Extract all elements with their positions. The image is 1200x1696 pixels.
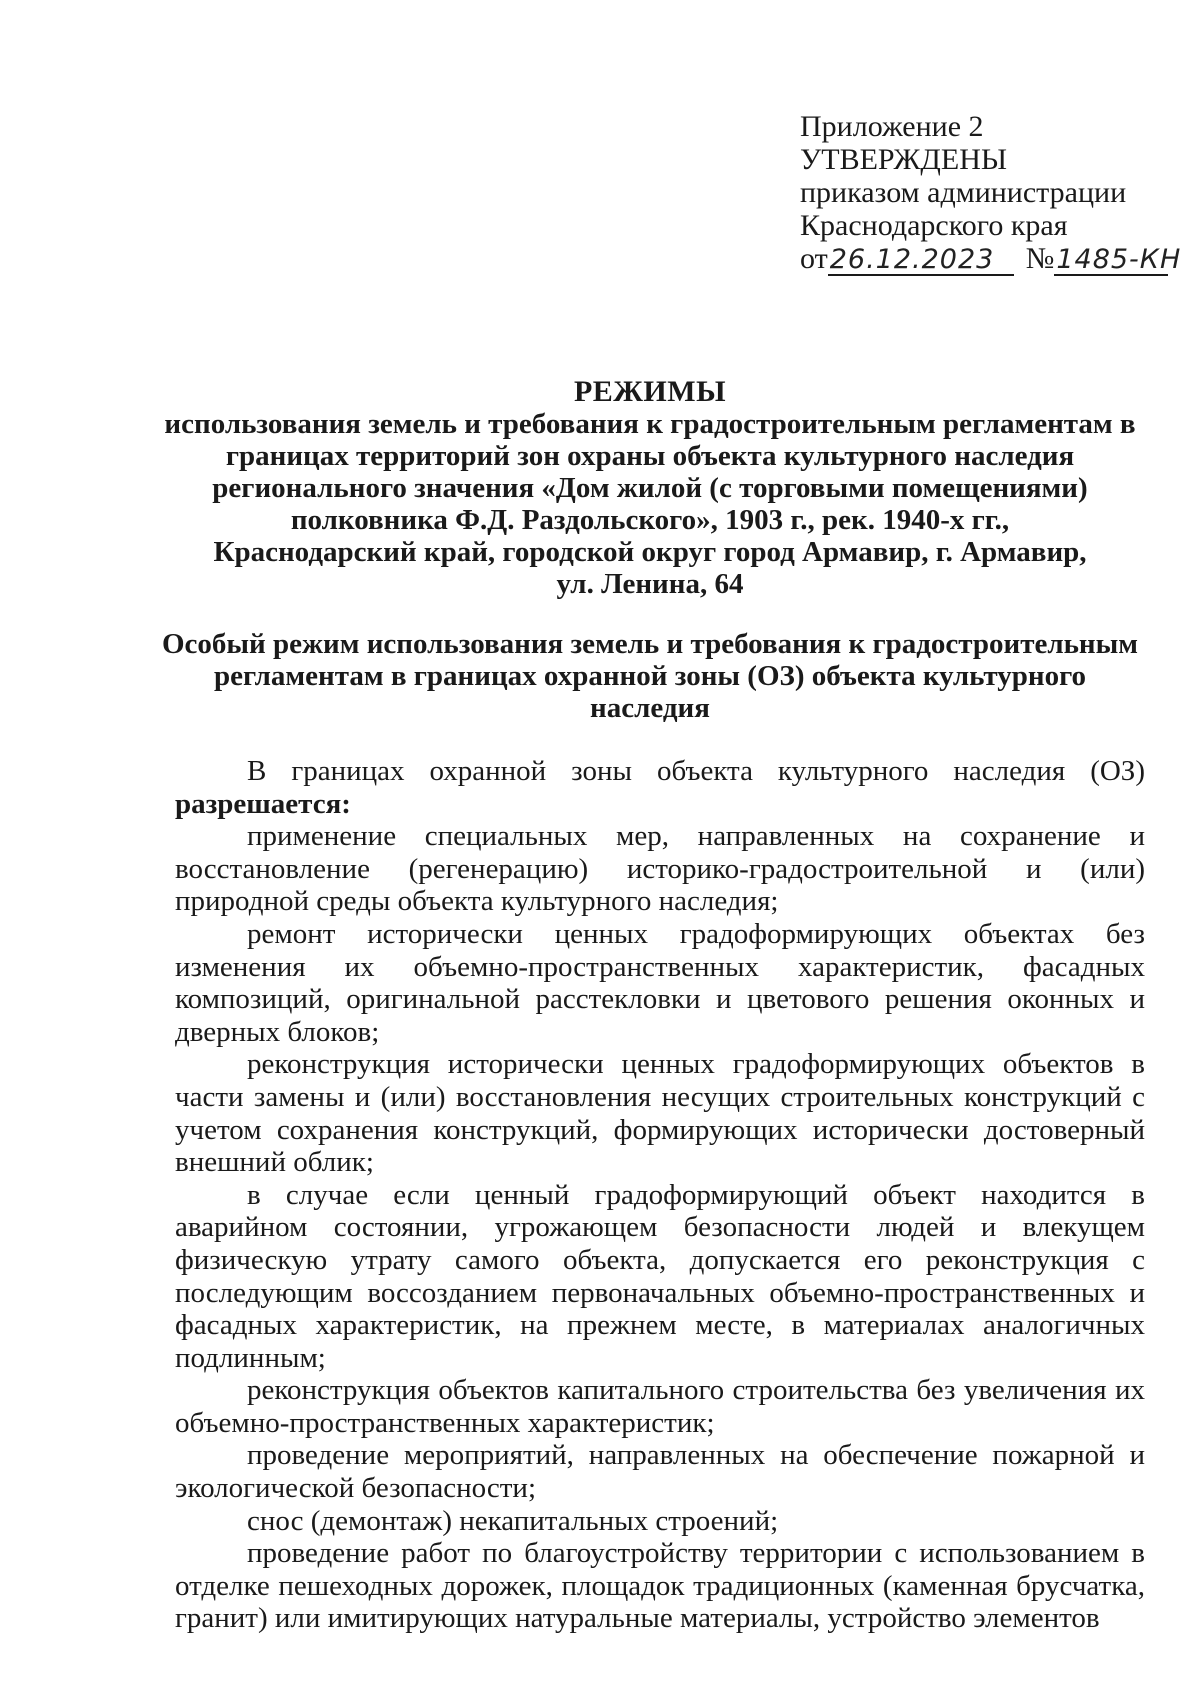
handwritten-number: 1485-КН	[1056, 244, 1182, 275]
title-line: Краснодарский край, городской округ город Армавир, г. Армавир,	[213, 536, 1087, 568]
number-prefix: №	[1025, 242, 1055, 275]
intro-bold: разрешается:	[175, 787, 351, 820]
approval-block	[800, 110, 1182, 276]
approved-region-line: Краснодарского края	[800, 209, 1068, 242]
section-heading-line: регламентам в границах охранной зоны (ОЗ) объекта культурного	[213, 660, 1087, 692]
title-line: ул. Ленина, 64	[556, 568, 744, 600]
list-item: ремонт исторически ценных градоформирующих объектах без изменения их объемно-пространственных характеристик, фасадных композиций, оригинальной расстекловки и цветового решения оконных и дверных блоков;	[175, 917, 1145, 1048]
section-heading-line: наследия	[590, 692, 710, 724]
list-item: в случае если ценный градоформирующий объект находится в аварийном состоянии, угрожающем безопасности людей и влекущем физическую утрату самого объекта, допускается его реконструкция с последующим воссозданием первоначальных объемно-пространственных и фасадных характеристик, на прежнем месте, в материалах аналогичных подлинным;	[175, 1178, 1145, 1374]
order-line	[800, 242, 1182, 276]
list-item: реконструкция исторически ценных градоформирующих объектов в части замены и (или) восстановления несущих строительных конструкций с учетом сохранения конструкций, формирующих исторически достоверный внешний облик;	[175, 1048, 1145, 1179]
title-main: РЕЖИМЫ	[573, 375, 727, 408]
title-line: регионального значения «Дом жилой (с торговыми помещениями)	[212, 472, 1088, 504]
handwritten-date: 26.12.2023	[828, 246, 1014, 276]
list-item: снос (демонтаж) некапитальных строений;	[247, 1504, 779, 1537]
approved-label: УТВЕРЖДЕНЫ	[800, 143, 1008, 176]
appendix-label: Приложение 2	[800, 110, 984, 143]
intro-paragraph	[175, 755, 1145, 820]
intro-text: В границах охранной зоны объекта культурного наследия (ОЗ)	[247, 755, 1145, 787]
section-heading	[160, 628, 1140, 724]
title-line: границах территорий зон охраны объекта культурного наследия	[225, 440, 1075, 472]
list-item: проведение мероприятий, направленных на обеспечение пожарной и экологической безопасности;	[175, 1439, 1145, 1505]
section-heading-line: Особый режим использования земель и требования к градостроительным	[161, 628, 1139, 660]
body-text	[175, 755, 1145, 1635]
list-item: применение специальных мер, направленных на сохранение и восстановление (регенерацию) историко-градостроительной и (или) природной среды объекта культурного наследия;	[175, 820, 1145, 918]
list-item: проведение работ по благоустройству территории с использованием в отделке пешеходных дорожек, площадок традиционных (каменная брусчатка, гранит) или имитирующих натуральные материалы, устройство элементов	[175, 1537, 1145, 1635]
title-line: полковника Ф.Д. Раздольского», 1903 г., рек. 1940-х гг.,	[290, 504, 1010, 536]
document-title	[160, 376, 1140, 600]
title-line: использования земель и требования к градостроительным регламентам в	[164, 408, 1136, 440]
approved-by-line: приказом администрации	[800, 176, 1127, 209]
list-item: реконструкция объектов капитального строительства без увеличения их объемно-пространственных характеристик;	[175, 1374, 1145, 1439]
date-prefix: от	[800, 242, 828, 275]
